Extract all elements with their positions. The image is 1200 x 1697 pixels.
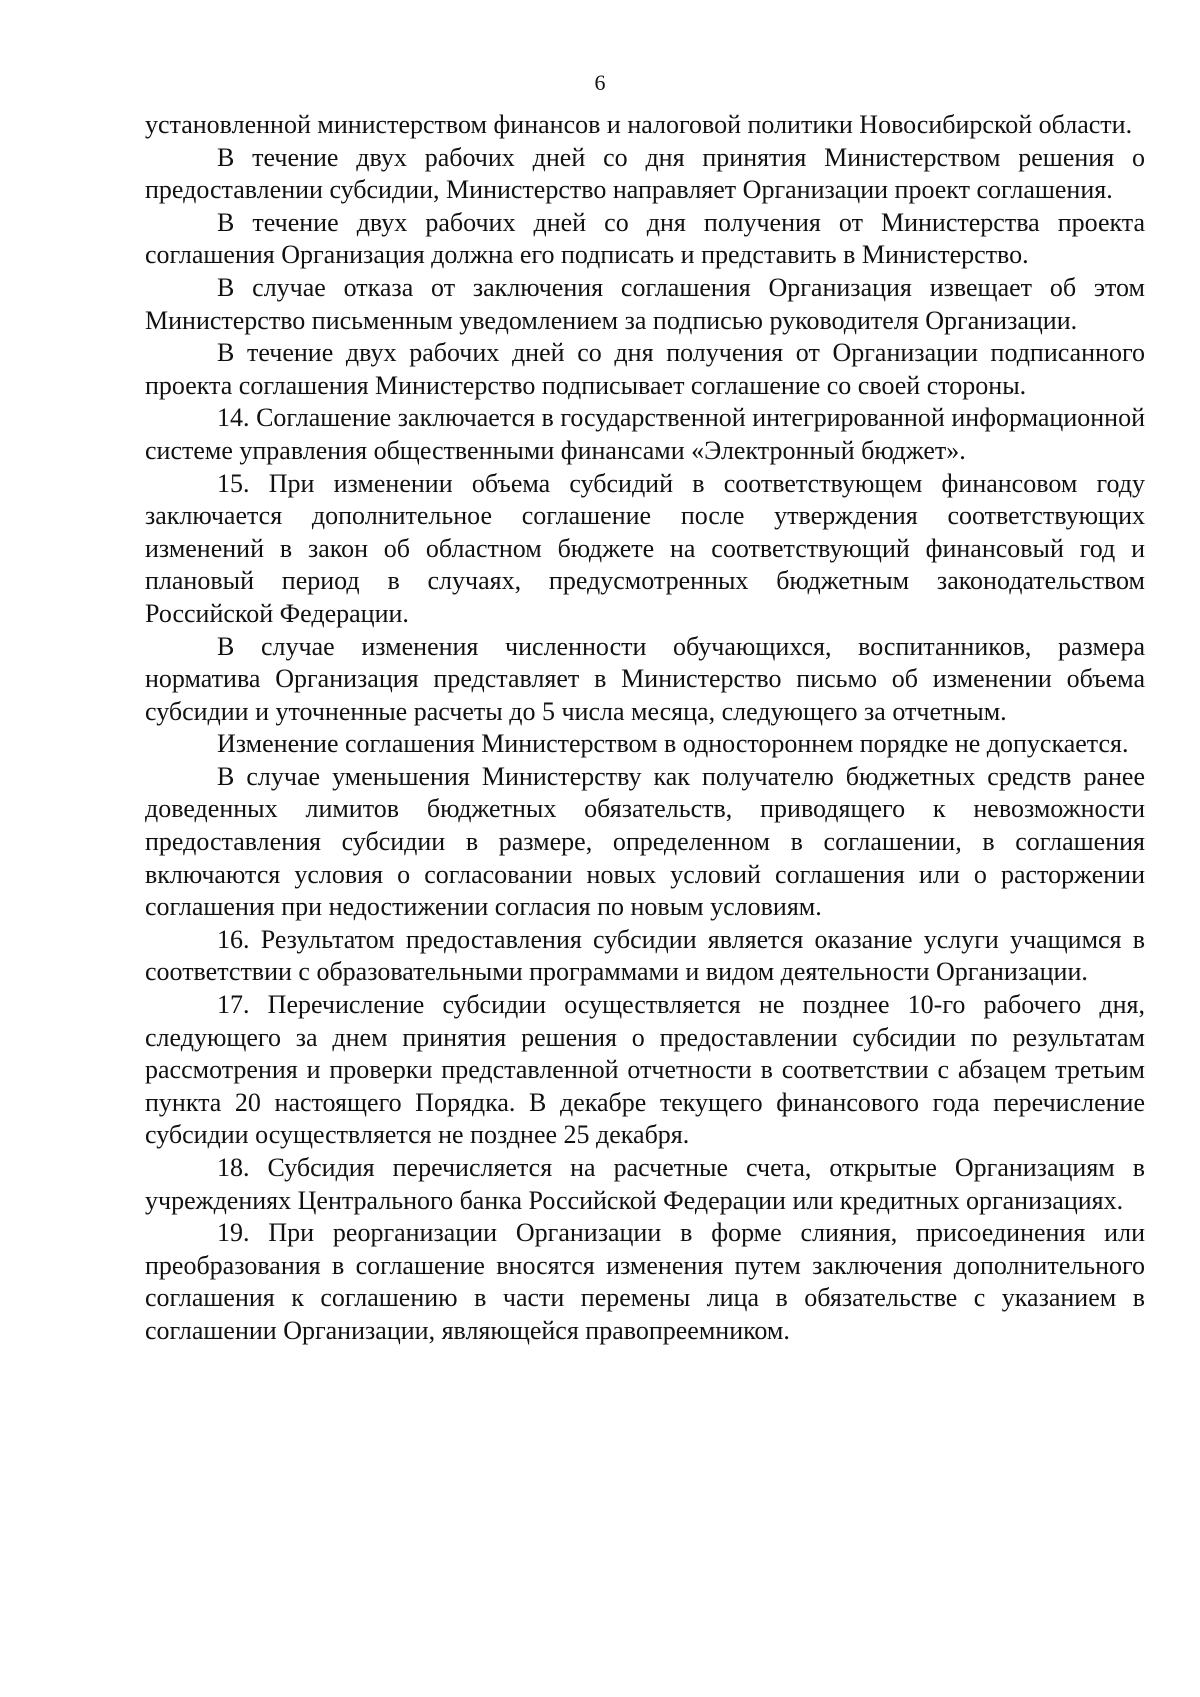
paragraph: установленной министерством финансов и налоговой политики Новосибирской области. bbox=[145, 110, 1133, 139]
paragraph: В случае изменения численности обучающихся, воспитанников, размера норматива Организация представляет в Министерство письмо об изменении объема субсидии и уточненные расчеты до 5 числа месяца, следующего за отчетным. bbox=[145, 631, 1145, 726]
paragraph-item-15: 15. При изменении объема субсидий в соответствующем финансовом году заключается дополнительное соглашение после утверждения соответствующих изменений в закон об областном бюджете на соответствующий финансовый год и плановый период в случаях, предусмотренных бюджетным законодательством Российской Федерации. bbox=[145, 468, 1145, 628]
page-number: 6 bbox=[594, 70, 606, 95]
paragraph-item-19: 19. При реорганизации Организации в форме слияния, присоединения или преобразования в соглашение вносятся изменения путем заключения дополнительного соглашения к соглашению в части перемены лица в обязательстве с указанием в соглашении Организации, являющейся правопреемником. bbox=[145, 1218, 1145, 1345]
paragraph: В случае отказа от заключения соглашения Организация извещает об этом Министерство письменным уведомлением за подписью руководителя Организации. bbox=[145, 272, 1145, 335]
paragraph-item-16: 16. Результатом предоставления субсидии является оказание услуги учащимся в соответствии с образовательными программами и видом деятельности Организации. bbox=[145, 924, 1145, 987]
paragraph: В случае уменьшения Министерству как получателю бюджетных средств ранее доведенных лимитов бюджетных обязательств, приводящего к невозможности предоставления субсидии в размере, определенном в соглашении, в соглашения включаются условия о согласовании новых условий соглашения или о расторжении соглашения при недостижении согласия по новым условиям. bbox=[145, 761, 1145, 922]
paragraph-item-18: 18. Субсидия перечисляется на расчетные счета, открытые Организациям в учреждениях Центрального банка Российской Федерации или кредитных организациях. bbox=[145, 1153, 1145, 1215]
paragraph-item-14: 14. Соглашение заключается в государственной интегрированной информационной системе управления общественными финансами «Электронный бюджет». bbox=[145, 403, 1145, 465]
paragraph: В течение двух рабочих дней со дня получения от Организации подписанного проекта соглашения Министерство подписывает соглашение со своей стороны. bbox=[145, 338, 1145, 400]
paragraph: В течение двух рабочих дней со дня принятия Министерством решения о предоставлении субсидии, Министерство направляет Организации проект соглашения. bbox=[145, 142, 1145, 205]
paragraph-item-17: 17. Перечисление субсидии осуществляется не позднее 10-го рабочего дня, следующего за днем принятия решения о предоставлении субсидии по результатам рассмотрения и проверки представленной отчетности в соответствии с абзацем третьим пункта 20 настоящего Порядка. В декабре текущего финансового года перечисление субсидии осуществляется не позднее 25 декабря. bbox=[145, 990, 1145, 1150]
paragraph: В течение двух рабочих дней со дня получения от Министерства проекта соглашения Организация должна его подписать и представить в Министерство. bbox=[145, 207, 1145, 270]
paragraph: Изменение соглашения Министерством в одностороннем порядке не допускается. bbox=[217, 729, 1129, 759]
document-body bbox=[145, 109, 1145, 1348]
